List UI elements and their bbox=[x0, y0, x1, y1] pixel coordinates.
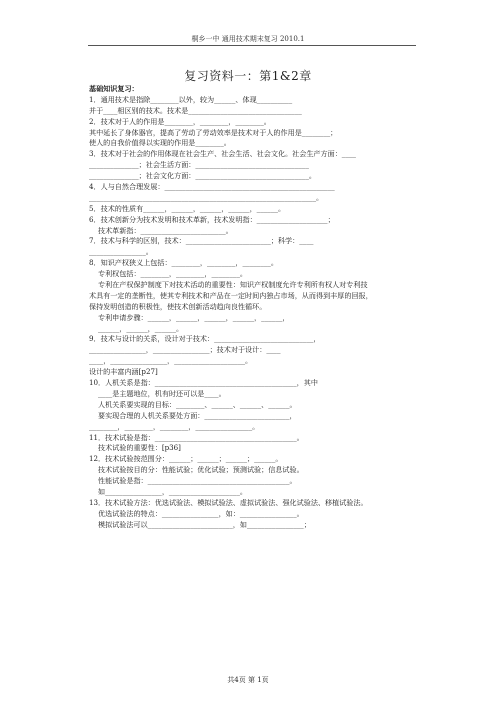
text-line: 要实现合理的人机关系要处方面：________________________， bbox=[98, 410, 297, 420]
text-line: 11．技术试验是指：________________________________________。 bbox=[89, 432, 304, 442]
text-line: 9．技术与设计的关系，设计对于技术：____________________________， bbox=[89, 334, 321, 344]
text-line: ____，________________，____________________。 bbox=[89, 356, 253, 366]
text-line: ________________________________________________________________。 bbox=[89, 192, 324, 202]
text-line: ________________，________________；技术对于设计：____ bbox=[89, 345, 281, 355]
text-line: 1．通用技术是指除________以外，较为______、体现__________ bbox=[89, 94, 293, 104]
text-line: ______________；社会生活方面：________________________________ bbox=[89, 160, 309, 170]
header-divider bbox=[88, 45, 416, 46]
text-line: 5．技术的性质有______，______，______，______，______。 bbox=[89, 203, 286, 213]
text-line: 人机关系要实现的目标：________、______、______、______。 bbox=[98, 399, 297, 409]
text-line: 设计的丰富内涵[p27] bbox=[89, 367, 158, 377]
text-line: ______________；社会文化方面：________________________________。 bbox=[89, 171, 316, 181]
text-line: 术具有一定的垄断性，使其专利技术和产品在一定时间内独占市场，从而得到丰厚的回报， bbox=[89, 290, 373, 300]
text-line: 3．技术对于社会的作用体现在社会生产、社会生活、社会文化。社会生产方面：____ bbox=[89, 149, 356, 159]
text-line: 其中延长了身体器官，提高了劳动了劳动效率是技术对于人的作用是________； bbox=[89, 127, 338, 137]
text-line: 优选试验法的特点：________________，如：________________。 bbox=[98, 508, 304, 518]
text-line: 专利在产权保护制度下对技术活动的重要性：知识产权制度允许专利所有权人对专利技 bbox=[98, 280, 368, 290]
text-line: 模拟试验法可以________________________，如________________； bbox=[98, 519, 311, 529]
text-line: 技术试验的重要性：[p36] bbox=[98, 443, 181, 453]
page-footer: 共4页 第 1页 bbox=[227, 676, 269, 684]
text-line: 如________________，____________________。 bbox=[98, 486, 247, 496]
text-line: 技术试验按目的分：性能试验；优化试验；预测试验；信息试验。 bbox=[98, 465, 304, 475]
page-title: 复习资料一：第1&2章 bbox=[184, 69, 312, 83]
text-line: 6．技术创新分为技术发明和技术革新，技术发明指：____________________； bbox=[89, 214, 335, 224]
text-line: ______，______，______。 bbox=[98, 323, 184, 333]
text-line: 专利权包括：________，________，________。 bbox=[98, 269, 247, 279]
text-line: 8．知识产权狭义上包括：________，________，________。 bbox=[89, 258, 278, 268]
page-header: 桐乡一中 通用技术期末复习 2010.1 bbox=[191, 35, 305, 43]
text-line: 并于____相区别的技术。技术是________________________________ bbox=[89, 105, 302, 115]
text-line: 2．技术对于人的作用是________，________，________。 bbox=[89, 116, 271, 126]
text-line: 12．技术试验按范围分：______；______；______；______。 bbox=[89, 454, 283, 464]
text-line: 专利申请步骤：______，______，______，______，______， bbox=[98, 312, 290, 322]
text-line: 保持发明创造的积极性，使技术创新活动趋向良性循环。 bbox=[89, 301, 267, 311]
text-line: ____是主题地位，机有时还可以是____。 bbox=[98, 388, 226, 398]
text-line: ________________。 bbox=[89, 247, 153, 257]
text-line: 技术革新指：________________________。 bbox=[98, 225, 233, 235]
document-body bbox=[89, 84, 429, 531]
text-line: 4．人与自然合理发展：________________________________________________ bbox=[89, 182, 335, 192]
text-line: ________，________，________，________________。 bbox=[89, 421, 260, 431]
text-line: 性能试验是指：________________________________________。 bbox=[98, 476, 297, 486]
text-line: 7．技术与科学的区别，技术：________________________；科学：____ bbox=[89, 236, 314, 246]
text-line: 10．人机关系是指：________________________________________，其中 bbox=[89, 378, 318, 388]
section-heading: 基础知识复习： bbox=[89, 84, 139, 93]
text-line: 13．技术试验方法：优选试验法、模拟试验法、虚拟试验法、强化试验法、移植试验法。 bbox=[89, 497, 368, 507]
text-line: 使人的自我价值得以实现的作用是________。 bbox=[89, 138, 231, 148]
